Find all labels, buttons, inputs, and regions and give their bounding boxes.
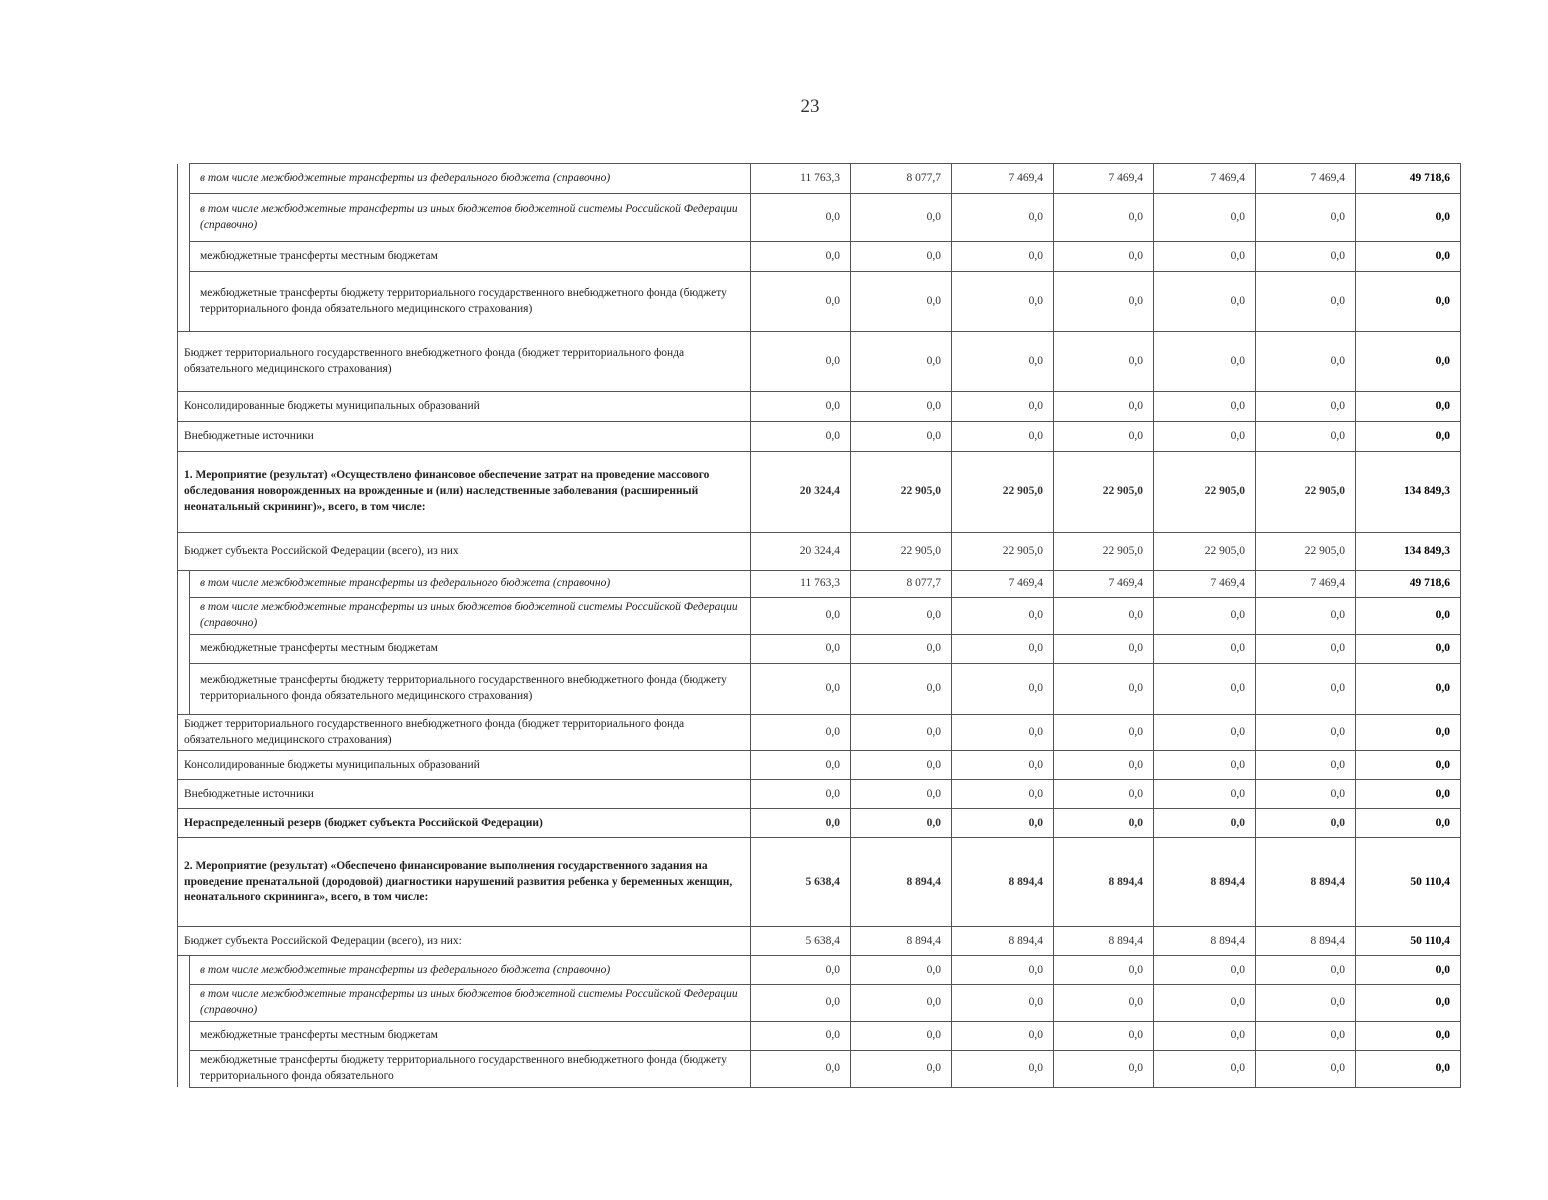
indent-spacer (178, 956, 190, 985)
total-cell: 0,0 (1356, 714, 1461, 751)
total-cell: 0,0 (1356, 751, 1461, 780)
row-label: Консолидированные бюджеты муниципальных образований (178, 751, 751, 780)
value-cell: 7 469,4 (1054, 164, 1154, 194)
table-row (178, 332, 1461, 392)
value-cell: 0,0 (1054, 1022, 1154, 1051)
value-cell: 0,0 (1154, 985, 1256, 1022)
value-cell: 22 905,0 (851, 533, 952, 571)
value-cell: 0,0 (851, 242, 952, 272)
table-row (178, 533, 1461, 571)
value-cell: 0,0 (1154, 1022, 1256, 1051)
row-label: Бюджет субъекта Российской Федерации (всего), из них: (178, 927, 751, 956)
row-label: в том числе межбюджетные трансферты из федерального бюджета (справочно) (190, 571, 751, 598)
value-cell: 0,0 (952, 1022, 1054, 1051)
value-cell: 7 469,4 (1054, 571, 1154, 598)
table-body (178, 164, 1461, 1088)
value-cell: 0,0 (1054, 194, 1154, 242)
value-cell: 0,0 (751, 985, 851, 1022)
value-cell: 0,0 (1256, 242, 1356, 272)
value-cell: 0,0 (751, 780, 851, 809)
total-cell: 50 110,4 (1356, 927, 1461, 956)
value-cell: 0,0 (1054, 1051, 1154, 1088)
value-cell: 0,0 (952, 1051, 1054, 1088)
table-row (178, 927, 1461, 956)
value-cell: 0,0 (1256, 194, 1356, 242)
total-cell: 134 849,3 (1356, 452, 1461, 533)
value-cell: 0,0 (952, 634, 1054, 663)
value-cell: 0,0 (851, 985, 952, 1022)
row-label: Нераспределенный резерв (бюджет субъекта Российской Федерации) (178, 809, 751, 838)
table-row (178, 272, 1461, 332)
value-cell: 0,0 (1154, 714, 1256, 751)
value-cell: 0,0 (952, 985, 1054, 1022)
value-cell: 8 894,4 (1154, 927, 1256, 956)
value-cell: 0,0 (1154, 780, 1256, 809)
value-cell: 0,0 (952, 809, 1054, 838)
value-cell: 0,0 (1054, 634, 1154, 663)
row-label: межбюджетные трансферты бюджету территориального государственного внебюджетного фонда (бюджету территориального фонда обязательного медицинского страхования) (190, 663, 751, 714)
value-cell: 0,0 (952, 272, 1054, 332)
value-cell: 22 905,0 (1054, 533, 1154, 571)
value-cell: 0,0 (1054, 956, 1154, 985)
value-cell: 0,0 (851, 392, 952, 422)
table-row (178, 194, 1461, 242)
total-cell: 0,0 (1356, 1022, 1461, 1051)
row-label: межбюджетные трансферты бюджету территориального государственного внебюджетного фонда (бюджету территориального фонда обязательного медицинского страхования) (190, 272, 751, 332)
value-cell: 0,0 (1256, 392, 1356, 422)
value-cell: 0,0 (851, 751, 952, 780)
total-cell: 0,0 (1356, 780, 1461, 809)
table-row (178, 392, 1461, 422)
table-row (178, 598, 1461, 635)
value-cell: 0,0 (751, 751, 851, 780)
indent-spacer (178, 1022, 190, 1051)
total-cell: 49 718,6 (1356, 571, 1461, 598)
table-row (178, 663, 1461, 714)
page-number: 23 (800, 96, 820, 117)
total-cell: 0,0 (1356, 272, 1461, 332)
value-cell: 0,0 (851, 272, 952, 332)
value-cell: 0,0 (851, 1051, 952, 1088)
value-cell: 8 077,7 (851, 164, 952, 194)
value-cell: 0,0 (751, 956, 851, 985)
value-cell: 0,0 (751, 809, 851, 838)
value-cell: 5 638,4 (751, 838, 851, 927)
table-row (178, 164, 1461, 194)
row-label: Бюджет территориального государственного внебюджетного фонда (бюджет территориального фонда обязательного медицинского страхования) (178, 332, 751, 392)
total-cell: 0,0 (1356, 663, 1461, 714)
indent-spacer (178, 1051, 190, 1088)
total-cell: 0,0 (1356, 956, 1461, 985)
table-row (178, 714, 1461, 751)
value-cell: 22 905,0 (1154, 452, 1256, 533)
value-cell: 7 469,4 (1256, 164, 1356, 194)
value-cell: 0,0 (751, 634, 851, 663)
value-cell: 8 894,4 (1054, 927, 1154, 956)
value-cell: 8 894,4 (1256, 927, 1356, 956)
value-cell: 0,0 (1054, 332, 1154, 392)
value-cell: 0,0 (1054, 780, 1154, 809)
value-cell: 0,0 (1154, 598, 1256, 635)
row-label: межбюджетные трансферты местным бюджетам (190, 634, 751, 663)
indent-spacer (178, 663, 190, 714)
value-cell: 0,0 (751, 242, 851, 272)
row-label: межбюджетные трансферты местным бюджетам (190, 1022, 751, 1051)
row-label: Бюджет территориального государственного внебюджетного фонда (бюджет территориального фонда обязательного медицинского страхования) (178, 714, 751, 751)
total-cell: 0,0 (1356, 985, 1461, 1022)
value-cell: 8 894,4 (851, 927, 952, 956)
total-cell: 0,0 (1356, 194, 1461, 242)
table-row (178, 571, 1461, 598)
budget-table (177, 163, 1461, 1088)
total-cell: 0,0 (1356, 809, 1461, 838)
table-row (178, 452, 1461, 533)
total-cell: 0,0 (1356, 634, 1461, 663)
value-cell: 0,0 (1256, 985, 1356, 1022)
row-label: Консолидированные бюджеты муниципальных образований (178, 392, 751, 422)
table-row (178, 1022, 1461, 1051)
value-cell: 0,0 (751, 392, 851, 422)
value-cell: 5 638,4 (751, 927, 851, 956)
value-cell: 22 905,0 (1154, 533, 1256, 571)
value-cell: 0,0 (751, 1051, 851, 1088)
value-cell: 8 894,4 (1054, 838, 1154, 927)
indent-spacer (178, 985, 190, 1022)
value-cell: 0,0 (1256, 272, 1356, 332)
value-cell: 0,0 (1054, 422, 1154, 452)
value-cell: 0,0 (851, 956, 952, 985)
value-cell: 0,0 (952, 242, 1054, 272)
value-cell: 0,0 (1256, 634, 1356, 663)
value-cell: 0,0 (1154, 422, 1256, 452)
total-cell: 0,0 (1356, 392, 1461, 422)
value-cell: 0,0 (1154, 751, 1256, 780)
value-cell: 8 894,4 (952, 838, 1054, 927)
table-row (178, 1051, 1461, 1088)
value-cell: 22 905,0 (1256, 533, 1356, 571)
total-cell: 0,0 (1356, 242, 1461, 272)
value-cell: 0,0 (1256, 809, 1356, 838)
value-cell: 0,0 (1054, 663, 1154, 714)
value-cell: 0,0 (1054, 598, 1154, 635)
value-cell: 0,0 (751, 272, 851, 332)
value-cell: 0,0 (751, 598, 851, 635)
table-row (178, 985, 1461, 1022)
value-cell: 0,0 (751, 194, 851, 242)
total-cell: 0,0 (1356, 422, 1461, 452)
value-cell: 20 324,4 (751, 452, 851, 533)
table-row (178, 956, 1461, 985)
value-cell: 0,0 (1256, 714, 1356, 751)
value-cell: 0,0 (952, 663, 1054, 714)
row-label: 1. Мероприятие (результат) «Осуществлено финансовое обеспечение затрат на проведение массового обследования новорожденных на врожденные и (или) наследственные заболевания (расширенный неонатальный скрининг)», всего, в том числе: (178, 452, 751, 533)
total-cell: 50 110,4 (1356, 838, 1461, 927)
row-label: межбюджетные трансферты бюджету территориального государственного внебюджетного фонда (бюджету территориального фонда обязательного (190, 1051, 751, 1088)
row-label: 2. Мероприятие (результат) «Обеспечено финансирование выполнения государственного задания на проведение пренатальной (дородовой) диагностики нарушений развития ребенка у беременных женщин, неонатального скрининга», всего, в том числе: (178, 838, 751, 927)
value-cell: 0,0 (1154, 242, 1256, 272)
value-cell: 0,0 (851, 332, 952, 392)
value-cell: 11 763,3 (751, 164, 851, 194)
row-label: Бюджет субъекта Российской Федерации (всего), из них (178, 533, 751, 571)
value-cell: 0,0 (1154, 809, 1256, 838)
value-cell: 0,0 (1054, 985, 1154, 1022)
value-cell: 0,0 (851, 634, 952, 663)
value-cell: 0,0 (952, 956, 1054, 985)
value-cell: 0,0 (952, 332, 1054, 392)
value-cell: 0,0 (851, 663, 952, 714)
value-cell: 0,0 (1054, 242, 1154, 272)
row-label: в том числе межбюджетные трансферты из иных бюджетов бюджетной системы Российской Федерации (справочно) (190, 194, 751, 242)
value-cell: 0,0 (952, 714, 1054, 751)
value-cell: 0,0 (1256, 598, 1356, 635)
value-cell: 7 469,4 (952, 164, 1054, 194)
value-cell: 7 469,4 (952, 571, 1054, 598)
value-cell: 8 077,7 (851, 571, 952, 598)
total-cell: 0,0 (1356, 1051, 1461, 1088)
value-cell: 0,0 (1154, 392, 1256, 422)
table-row (178, 634, 1461, 663)
value-cell: 0,0 (851, 194, 952, 242)
value-cell: 22 905,0 (952, 452, 1054, 533)
value-cell: 22 905,0 (1054, 452, 1154, 533)
value-cell: 0,0 (1154, 956, 1256, 985)
value-cell: 0,0 (952, 392, 1054, 422)
value-cell: 0,0 (1256, 663, 1356, 714)
value-cell: 0,0 (1256, 956, 1356, 985)
total-cell: 49 718,6 (1356, 164, 1461, 194)
value-cell: 0,0 (751, 1022, 851, 1051)
value-cell: 0,0 (1154, 663, 1256, 714)
table-row (178, 838, 1461, 927)
row-label: межбюджетные трансферты местным бюджетам (190, 242, 751, 272)
value-cell: 0,0 (952, 751, 1054, 780)
value-cell: 0,0 (851, 780, 952, 809)
row-label: в том числе межбюджетные трансферты из федерального бюджета (справочно) (190, 956, 751, 985)
row-label: в том числе межбюджетные трансферты из иных бюджетов бюджетной системы Российской Федерации (справочно) (190, 985, 751, 1022)
indent-spacer (178, 634, 190, 663)
value-cell: 0,0 (1256, 1051, 1356, 1088)
value-cell: 0,0 (1256, 332, 1356, 392)
value-cell: 7 469,4 (1256, 571, 1356, 598)
value-cell: 0,0 (1256, 751, 1356, 780)
row-label: в том числе межбюджетные трансферты из федерального бюджета (справочно) (190, 164, 751, 194)
value-cell: 0,0 (952, 598, 1054, 635)
value-cell: 0,0 (1154, 332, 1256, 392)
value-cell: 7 469,4 (1154, 164, 1256, 194)
value-cell: 0,0 (1054, 809, 1154, 838)
table-row (178, 242, 1461, 272)
indent-spacer (178, 598, 190, 635)
value-cell: 0,0 (1154, 634, 1256, 663)
table-row (178, 780, 1461, 809)
value-cell: 20 324,4 (751, 533, 851, 571)
value-cell: 8 894,4 (1256, 838, 1356, 927)
value-cell: 0,0 (751, 663, 851, 714)
value-cell: 0,0 (952, 780, 1054, 809)
value-cell: 0,0 (1256, 1022, 1356, 1051)
indent-spacer (178, 571, 190, 598)
value-cell: 22 905,0 (851, 452, 952, 533)
value-cell: 0,0 (751, 422, 851, 452)
value-cell: 0,0 (1154, 194, 1256, 242)
table-row (178, 751, 1461, 780)
value-cell: 0,0 (1054, 714, 1154, 751)
row-label: Внебюджетные источники (178, 422, 751, 452)
value-cell: 8 894,4 (952, 927, 1054, 956)
value-cell: 11 763,3 (751, 571, 851, 598)
value-cell: 0,0 (1154, 1051, 1256, 1088)
indent-spacer (178, 272, 190, 332)
indent-spacer (178, 242, 190, 272)
value-cell: 0,0 (1154, 272, 1256, 332)
indent-spacer (178, 164, 190, 194)
value-cell: 0,0 (952, 422, 1054, 452)
indent-spacer (178, 194, 190, 242)
row-label: в том числе межбюджетные трансферты из иных бюджетов бюджетной системы Российской Федерации (справочно) (190, 598, 751, 635)
value-cell: 0,0 (851, 598, 952, 635)
value-cell: 22 905,0 (1256, 452, 1356, 533)
table-row (178, 422, 1461, 452)
value-cell: 0,0 (751, 714, 851, 751)
value-cell: 8 894,4 (851, 838, 952, 927)
value-cell: 0,0 (1054, 272, 1154, 332)
table-row (178, 809, 1461, 838)
total-cell: 0,0 (1356, 598, 1461, 635)
value-cell: 0,0 (1256, 780, 1356, 809)
total-cell: 0,0 (1356, 332, 1461, 392)
value-cell: 0,0 (751, 332, 851, 392)
value-cell: 0,0 (851, 809, 952, 838)
value-cell: 0,0 (851, 422, 952, 452)
value-cell: 7 469,4 (1154, 571, 1256, 598)
value-cell: 0,0 (1054, 392, 1154, 422)
value-cell: 0,0 (1256, 422, 1356, 452)
value-cell: 0,0 (851, 714, 952, 751)
row-label: Внебюджетные источники (178, 780, 751, 809)
value-cell: 0,0 (952, 194, 1054, 242)
value-cell: 22 905,0 (952, 533, 1054, 571)
total-cell: 134 849,3 (1356, 533, 1461, 571)
value-cell: 0,0 (1054, 751, 1154, 780)
value-cell: 8 894,4 (1154, 838, 1256, 927)
value-cell: 0,0 (851, 1022, 952, 1051)
